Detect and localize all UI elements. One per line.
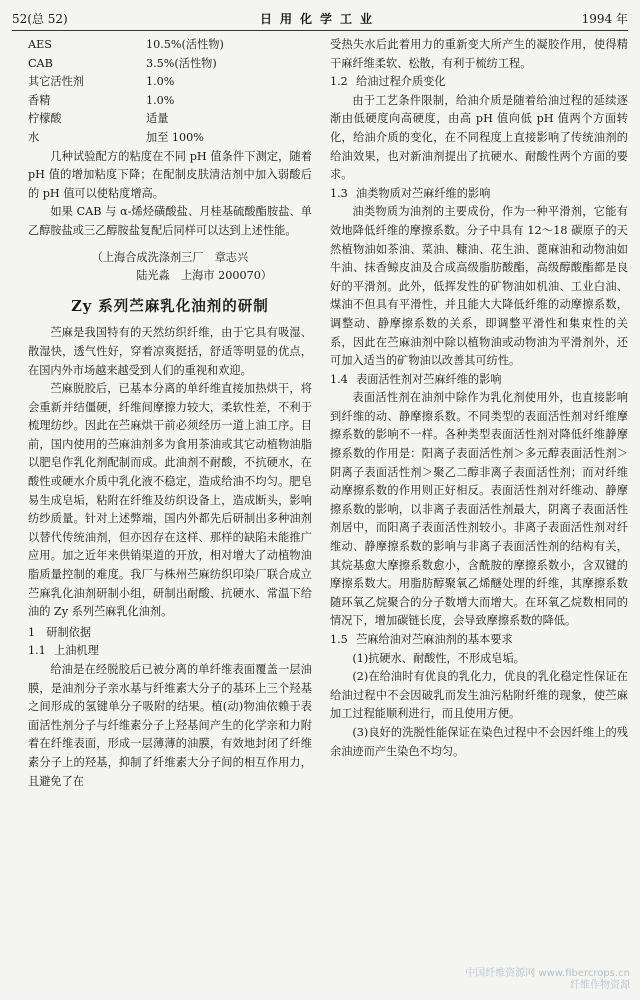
formula-row [28, 92, 312, 111]
ingredient-amount: 1.0% [146, 75, 175, 89]
ingredient-name: 水 [28, 130, 40, 144]
subsection-number: 1.5 [330, 633, 348, 646]
watermark-line-1: 中国纤维资源网 www.fibercrops.cn [465, 968, 630, 979]
subsection-title: 苎麻给油对苎麻油剂的基本要求 [356, 633, 513, 646]
author-line-2: 陆光淼 上海市 200070） [136, 269, 272, 283]
subsection-number: 1.3 [330, 186, 348, 200]
body-paragraph: 给油是在经脱胶后已被分离的单纤维表面覆盖一层油膜，是油剂分子亲水基与纤维素大分子的基环上三个羟基之间形成的氢键单分子吸附的结果。植(动)物油依赖于表面活性剂分子与纤维素分子上羟基间产生的化学亲和力附着在纤维表面，形成一层薄薄的油膜，有效地封闭了纤维素分子上的羟基，抑制了纤维素大分子间的相互作用力，且避免了在 [28, 663, 312, 788]
body-paragraph: 如果 CAB 与 α-烯烃磺酸盐、月桂基硫酸酯胺盐、单乙醇胺盐或三乙醇胺盐复配后同样可以达到上述性能。 [28, 205, 312, 237]
body-paragraph: 由于工艺条件限制，给油介质是随着给油过程的延续逐渐由低硬度向高硬度，由高 pH 值向低 pH 值两个方面转化，给油介质的变化，在不同程度上直接影响了传统油剂的给油效果，也对新油剂提出了抗硬水、耐酸性两个方面的要求。 [330, 93, 628, 182]
ingredient-name: 柠檬酸 [28, 112, 62, 126]
formula-row [28, 36, 312, 55]
subsection-title: 表面活性剂对苎麻纤维的影响 [356, 372, 502, 386]
ingredient-amount: 加至 100% [146, 130, 204, 144]
author-line-1: （上海合成洗涤剂三厂 章志兴 [91, 250, 249, 264]
article-title: Zy 系列苎麻乳化油剂的研制 [71, 297, 269, 315]
formula-row [28, 129, 312, 148]
body-paragraph: 苎麻是我国特有的天然纺织纤维，由于它具有吸湿、散湿快，透气性好，穿着凉爽挺括，舒适等明显的优点，在国内外市场越来越受到人们的重视和欢迎。 [28, 326, 312, 377]
body-paragraph: (1)抗硬水、耐酸性，不形成皂垢。 [352, 651, 525, 665]
formula-row [28, 110, 312, 129]
subsection-number: 1.4 [330, 372, 348, 386]
left-column [28, 36, 312, 791]
body-paragraph: 表面活性剂在油剂中除作为乳化剂使用外，也直接影响到纤维的动、静摩擦系数。不同类型的表面活性剂对纤维摩擦系数的影响不一样。各种类型表面活性剂对降低纤维静摩擦系数的作用是：阳离子表面活性剂＞多元醇表面活性剂＞阴离子表面活性剂＞聚乙二醇非离子表面活性剂；而对纤维动摩擦系数的作用则正好相反。表面活性剂对纤维动、静摩擦系数的影响，以非离子表面活性剂最大，阴离子表面活性剂居中，而阳离子表面活性剂较小。非离子表面活性剂对纤维动、静摩擦系数的影响与非离子表面活性剂的结构有关，其烷基愈大摩擦系数愈小，含酰胺的摩擦系数小，含双键的摩擦系数大。用脂肪醇聚氧乙烯醚处理的纤维，其摩擦系数随环氧乙烷聚合的分子数增大而增大。在环氧乙烷数相同的情况下，增加碳链长度，会导致摩擦系数的降低。 [330, 391, 628, 628]
ingredient-amount: 适量 [146, 112, 169, 126]
ingredient-name: CAB [28, 56, 53, 70]
formula-row [28, 55, 312, 74]
watermark-line-2: 纤维作物资源 [570, 980, 630, 991]
ingredient-amount: 3.5%(活性物) [146, 56, 217, 70]
ingredient-amount: 1.0% [146, 93, 175, 107]
body-paragraph: 受热失水后此着用力的重新变大所产生的凝胶作用，使得精干麻纤维柔软、松散，有利于梳纺工程。 [330, 38, 628, 70]
subsection-number: 1.2 [330, 75, 348, 89]
page-header [12, 8, 628, 31]
subsection-heading [330, 371, 628, 390]
body-paragraph: 油类物质为油剂的主要成份，作为一种平滑剂，它能有效地降低纤维的摩擦系数。分子中具有 12～18 碳原子的天然植物油如茶油、菜油、糠油、花生油、蓖麻油和动物油如牛油、抹香鲸皮油及合成高级脂肪酸酯，高级醇酸酯都是良好的平滑剂。此外，低挥发性的矿物油如机油、工业白油、煤油不但具有平滑性，并且能大大降低纤维的动摩擦系数，调整动、静摩擦系数的关系，即调整平滑性和集束性的关系，因此在苎麻油剂中除以植物油或动物油为平滑剂外，还可加入适当的矿物油以改善其可纺性。 [330, 205, 628, 368]
formula-table [28, 36, 312, 148]
ingredient-name: 香精 [28, 93, 51, 107]
subsection-title: 上油机理 [54, 644, 99, 658]
ingredient-amount: 10.5%(活性物) [146, 38, 224, 51]
watermark [465, 968, 630, 992]
subsection-title: 给油过程介质变化 [356, 75, 446, 89]
body-paragraph: 几种试验配方的粘度在不同 pH 值条件下测定，随着 pH 值的增加粘度下降；在配制皮肤清洁剂中加入弱酸后的 pH 值可以使粘度增高。 [28, 149, 312, 200]
subsection-number: 1.1 [28, 644, 46, 658]
journal-name: 日用化学工业 [259, 12, 380, 26]
subsection-heading [28, 642, 312, 661]
body-paragraph: 苎麻脱胶后，已基本分离的单纤维直接加热烘干，将会重新并结僵硬，纤维间摩擦力较大，柔软性差，不利于梳理纺纱。因此在苎麻烘干前必须经历一道上油工序。目前，国内使用的苎麻油剂多为食用茶油或其它动植物油脂以肥皂作乳化剂配制而成。此油剂不耐酸，不抗硬水，在酸性或硬水介质中乳化液不稳定，造成给油不均匀。肥皂易生成皂垢，粘附在纤维及纺织设备上，造成断头，影响纺纱质量。针对上述弊端，国内外都先后研制出多种油剂以替代传统油剂，但亦因存在这样、那样的缺陷未能推广应用。加之近年来供销渠道的开放，相对增大了动植物油脂质量控制的难度。我厂与株州苎麻纺织印染厂联合成立苎麻乳化油剂研制小组，研制出耐酸、抗硬水、常温下给油的 Zy 系列苎麻乳化油剂。 [28, 382, 312, 619]
subsection-title: 油类物质对苎麻纤维的影响 [356, 186, 491, 200]
formula-row [28, 73, 312, 92]
subsection-heading [330, 73, 628, 92]
subsection-heading [330, 631, 628, 650]
page-number: 52(总 52) [12, 12, 68, 26]
body-paragraph: (2)在给油时有优良的乳化力，优良的乳化稳定性保证在给油过程中不会因破乳而发生油污粘附纤维的现象，使苎麻加工过程能顺利进行，而且使用方便。 [330, 670, 628, 721]
section-heading: 1 研制依据 [28, 625, 92, 639]
ingredient-name: AES [28, 38, 52, 51]
journal-year: 1994 年 [581, 12, 628, 26]
ingredient-name: 其它活性剂 [28, 75, 84, 89]
body-paragraph: (3)良好的洗脱性能保证在染色过程中不会因纤维上的残余油迹而产生染色不均匀。 [330, 725, 628, 758]
subsection-heading [330, 185, 628, 204]
right-column [330, 36, 628, 761]
